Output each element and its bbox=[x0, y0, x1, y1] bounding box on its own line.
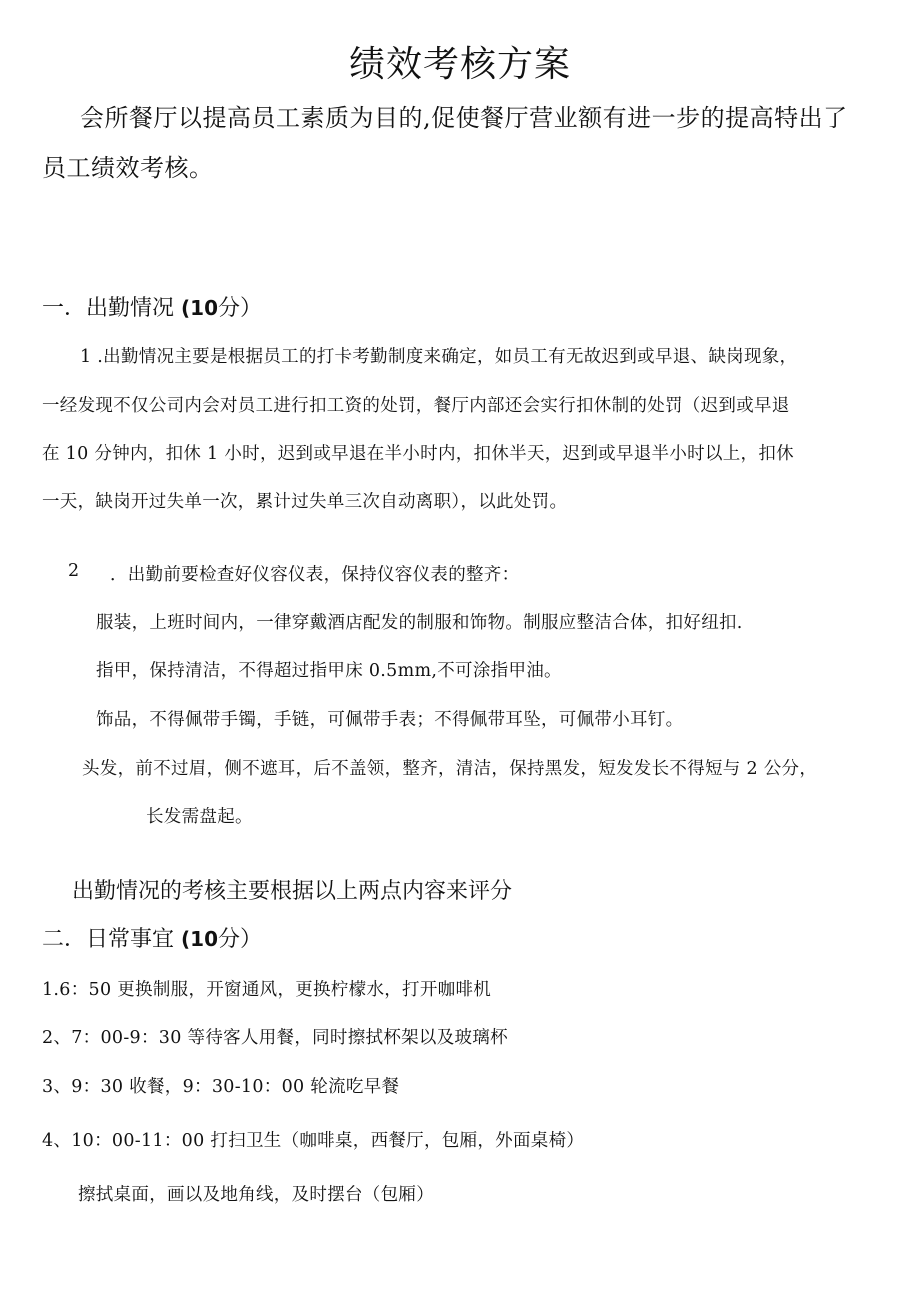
accessories-rule: 饰品，不得佩带手镯，手链，可佩带手表；不得佩带耳坠，可佩带小耳钉。 bbox=[96, 710, 684, 730]
nails-rule: 指甲，保持清洁，不得超过指甲床 0.5mm,不可涂指甲油。 bbox=[96, 661, 562, 681]
section1-item1-line-1: 1 .出勤情况主要是根据员工的打卡考勤制度来确定，如员工有无故迟到或早退、缺岗现象， bbox=[80, 347, 798, 367]
section1-item2-text: ．出勤前要检查好仪容仪表，保持仪容仪表的整齐： bbox=[110, 565, 520, 585]
section1-heading-score: (10 bbox=[181, 296, 218, 320]
intro-line-2: 员工绩效考核。 bbox=[42, 154, 214, 182]
schedule-item-1: 1.6：50 更换制服，开窗通风，更换柠檬水，打开咖啡机 bbox=[42, 980, 492, 1000]
section2-heading-score: (10 bbox=[181, 927, 218, 951]
intro-line-1: 会所餐厅以提高员工素质为目的,促使餐厅营业额有进一步的提高特出了 bbox=[80, 104, 848, 132]
section2-heading-prefix: 二．日常事宜 bbox=[42, 927, 175, 952]
section1-item2-number: 2 bbox=[68, 561, 80, 581]
section2-heading bbox=[42, 922, 262, 953]
section2-heading-suffix: 分） bbox=[218, 927, 263, 952]
section1-heading-suffix: 分） bbox=[218, 296, 263, 321]
hair-rule-line-1: 头发，前不过眉，侧不遮耳，后不盖领，整齐，清洁，保持黑发，短发发长不得短与 2 公分， bbox=[82, 759, 818, 779]
schedule-item-4-detail: 擦拭桌面，画以及地角线，及时摆台（包厢） bbox=[78, 1185, 434, 1205]
page-title: 绩效考核方案 bbox=[348, 44, 571, 85]
section1-item1-line-2: 一经发现不仅公司内会对员工进行扣工资的处罚，餐厅内部还会实行扣休制的处罚（迟到或早退 bbox=[42, 396, 790, 416]
schedule-item-4: 4、10：00-11：00 打扫卫生（咖啡桌，西餐厅，包厢，外面桌椅） bbox=[42, 1131, 585, 1151]
clothing-rule: 服装，上班时间内，一律穿戴酒店配发的制服和饰物。制服应整洁合体，扣好纽扣. bbox=[96, 613, 743, 633]
section1-summary: 出勤情况的考核主要根据以上两点内容来评分 bbox=[72, 879, 513, 904]
schedule-item-2: 2、7：00-9：30 等待客人用餐，同时擦拭杯架以及玻璃杯 bbox=[42, 1028, 508, 1048]
schedule-item-3: 3、9：30 收餐，9：30-10：00 轮流吃早餐 bbox=[42, 1077, 400, 1097]
section1-item1-line-3: 在 10 分钟内，扣休 1 小时，迟到或早退在半小时内，扣休半天，迟到或早退半小时以上，扣休 bbox=[42, 444, 794, 464]
section1-heading bbox=[42, 291, 262, 322]
hair-rule-line-2: 长发需盘起。 bbox=[146, 807, 253, 827]
section1-item1-line-4: 一天，缺岗开过失单一次，累计过失单三次自动离职），以此处罚。 bbox=[42, 492, 568, 512]
section1-heading-prefix: 一．出勤情况 bbox=[42, 296, 175, 321]
